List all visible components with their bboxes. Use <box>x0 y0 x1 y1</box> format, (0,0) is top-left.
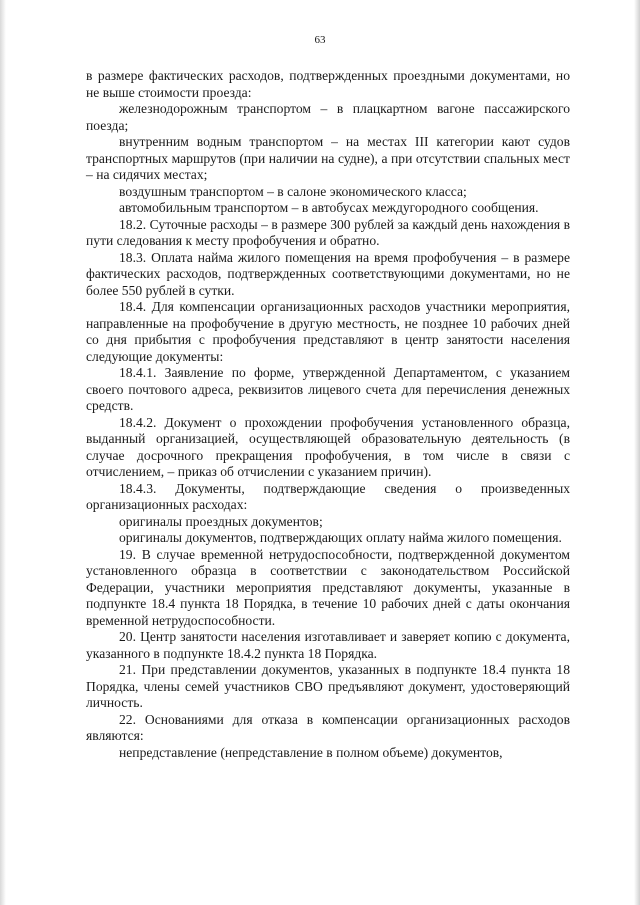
paragraph-22: 22. Основаниями для отказа в компенсации организационных расходов являются: <box>86 711 570 743</box>
paragraph-20: 20. Центр занятости населения изготавливает и заверяет копию с документа, указанного в подпункте 18.4.2 пункта 18 Порядка. <box>86 629 570 661</box>
paragraph-non-submission: непредставление (непредставление в полном объеме) документов, <box>119 744 503 760</box>
scan-edge-right <box>634 0 640 905</box>
paragraph-travel-costs: в размере фактических расходов, подтвержденных проездными документами, но не выше стоимости проезда: <box>86 68 570 100</box>
paragraph-18-4: 18.4. Для компенсации организационных расходов участники мероприятия, направленные на профобучение в другую местность, не позднее 10 рабочих дней со дня прибытия с профобучения представляют в центр занятости населения следующие документы: <box>86 299 570 364</box>
paragraph-water: внутренним водным транспортом – на местах III категории кают судов транспортных маршрутов (при наличии на судне), а при отсутствии спальных мест – на сидячих местах; <box>86 134 570 182</box>
paragraph-18-4-2: 18.4.2. Документ о прохождении профобучения установленного образца, выданный организацией, осуществляющей образовательную деятельность (в случае досрочного прекращения профобучения, в том числе в связи с отчислением, – приказ об отчислении с указанием причин). <box>86 414 570 479</box>
scan-edge-left <box>0 0 6 905</box>
document-body <box>86 68 570 761</box>
paragraph-18-4-1: 18.4.1. Заявление по форме, утвержденной Департаментом, с указанием своего почтового адреса, реквизитов лицевого счета для перечисления денежных средств. <box>86 365 570 413</box>
paragraph-tickets: оригиналы проездных документов; <box>119 513 323 529</box>
paragraph-18-2: 18.2. Суточные расходы – в размере 300 рублей за каждый день нахождения в пути следования к месту профобучения и обратно. <box>86 216 570 248</box>
paragraph-21: 21. При представлении документов, указанных в подпункте 18.4 пункта 18 Порядка, члены семей участников СВО предъявляют документ, удостоверяющий личность. <box>86 662 570 710</box>
page-number: 63 <box>314 34 326 46</box>
paragraph-18-3: 18.3. Оплата найма жилого помещения на время профобучения – в размере фактических расходов, подтвержденных соответствующими документами, но не более 550 рублей в сутки. <box>86 249 570 298</box>
paragraph-road: автомобильным транспортом – в автобусах междугородного сообщения. <box>119 200 539 215</box>
paragraph-air: воздушным транспортом – в салоне экономического класса; <box>119 183 467 199</box>
paragraph-housing-docs: оригиналы документов, подтверждающих оплату найма жилого помещения. <box>119 530 562 545</box>
paragraph-19: 19. В случае временной нетрудоспособности, подтвержденной документом установленного образца в соответствии с законодательством Российской Федерации, участники мероприятия представляют документы, указанные в подпункте 18.4 пункта 18 Порядка, в течение 10 рабочих дней с даты окончания временной нетрудоспособности. <box>86 546 570 628</box>
paragraph-rail: железнодорожным транспортом – в плацкартном вагоне пассажирского поезда; <box>86 101 570 133</box>
paragraph-18-4-3: 18.4.3. Документы, подтверждающие сведения о произведенных организационных расходах: <box>86 480 570 512</box>
